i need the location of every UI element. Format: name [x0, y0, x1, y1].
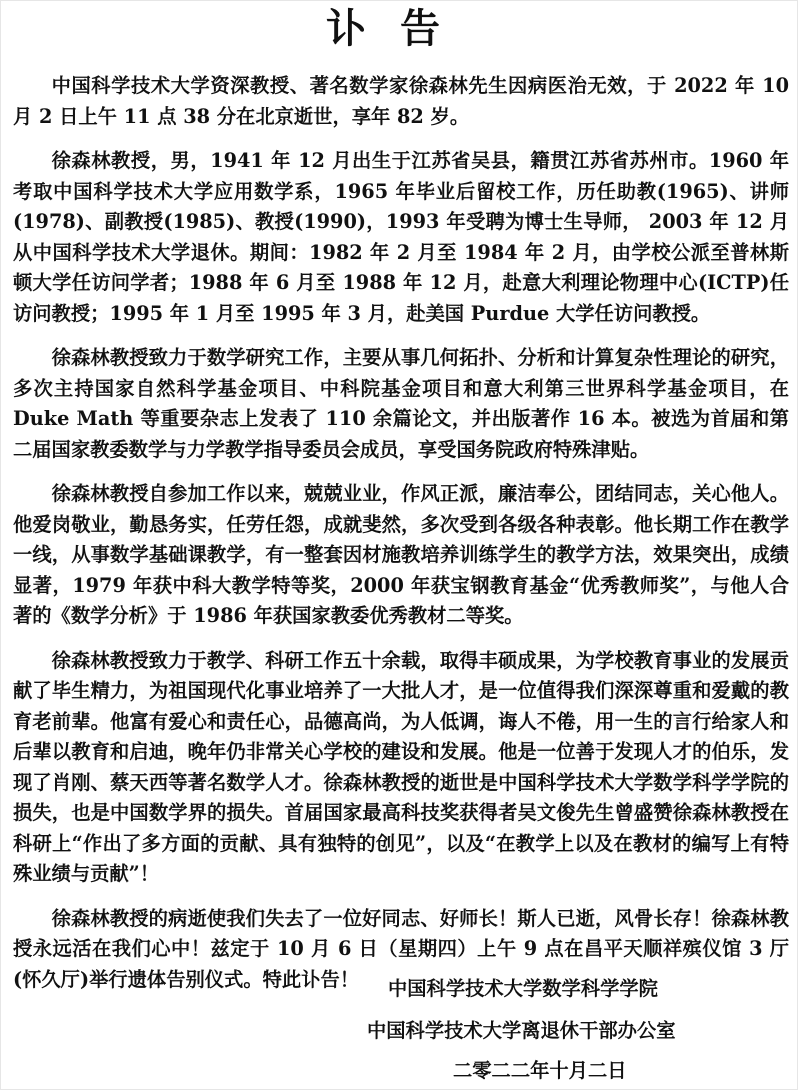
paragraph-biography: 徐森林教授，男，1941 年 12 月出生于江苏省吴县，籍贯江苏省苏州市。1960 年考取中国科学技术大学应用数学系，1965 年毕业后留校工作，历任助教(1965)、讲师(1978)、副教授(1985)、教授(1990)，1993 年受聘为博士生导师， 2003 年 12 月从中国科学技术大学退休。期间：1982 年 2 月至 1984 年 2 月，由学校公派至普林斯顿大学任访问学者；1988 年 6 月至 1988 年 12 月，赴意大利理论物理中心(ICTP)任访问教授；1995 年 1 月至 1995 年 3 月，赴美国 Purdue 大学任访问教授。	[13, 149, 789, 325]
document-title: 讣告	[326, 5, 474, 52]
paragraph-funeral-notice: 徐森林教授的病逝使我们失去了一位好同志、好师长！斯人已逝，风骨长存！徐森林教授永远活在我们心中！兹定于 10 月 6 日（星期四）上午 9 点在昌平天顺祥殡仪馆 3 厅(怀久厅)举行遗体告别仪式。特此讣告！	[13, 906, 789, 991]
signature-date: 二零二二年十月二日	[453, 1059, 627, 1082]
signature-school: 中国科学技术大学数学科学学院	[388, 977, 658, 1000]
paragraph-tribute: 徐森林教授致力于教学、科研工作五十余载，取得丰硕成果，为学校教育事业的发展贡献了毕生精力，为祖国现代化事业培养了一大批人才，是一位值得我们深深尊重和爱戴的教育老前辈。他富有爱心和责任心，品德高尚，为人低调，诲人不倦，用一生的言行给家人和后辈以教育和启迪，晚年仍非常关心学校的建设和发展。他是一位善于发现人才的伯乐，发现了肖刚、蔡天西等著名数学人才。徐森林教授的逝世是中国科学技术大学数学科学学院的损失，也是中国数学界的损失。首届国家最高科技奖获得者吴文俊先生曾盛赞徐森林教授在科研上“作出了多方面的贡献、具有独特的创见”，以及“在教学上以及在教材的编写上有特殊业绩与贡献”！	[13, 648, 789, 885]
document-body	[13, 71, 789, 1009]
signature-office: 中国科学技术大学离退休干部办公室	[367, 1019, 676, 1042]
paragraph-research: 徐森林教授致力于数学研究工作，主要从事几何拓扑、分析和计算复杂性理论的研究，多次主持国家自然科学基金项目、中科院基金项目和意大利第三世界科学基金项目，在 Duke Math 等重要杂志上发表了 110 余篇论文，并出版著作 16 本。被选为首届和第二届国家教委数学与力学教学指导委员会成员，享受国务院政府特殊津贴。	[13, 346, 789, 461]
paragraph-teaching: 徐森林教授自参加工作以来，兢兢业业，作风正派，廉洁奉公，团结同志，关心他人。他爱岗敬业，勤恳务实，任劳任怨，成就斐然，多次受到各级各种表彰。他长期工作在教学一线，从事数学基础课教学，有一整套因材施教培养训练学生的教学方法，效果突出，成绩显著，1979 年获中科大教学特等奖，2000 年获宝钢教育基金“优秀教师奖”，与他人合著的《数学分析》于 1986 年获国家教委优秀教材二等奖。	[13, 482, 789, 627]
paragraph-announcement: 中国科学技术大学资深教授、著名数学家徐森林先生因病医治无效，于 2022 年 10 月 2 日上午 11 点 38 分在北京逝世，享年 82 岁。	[13, 74, 789, 128]
